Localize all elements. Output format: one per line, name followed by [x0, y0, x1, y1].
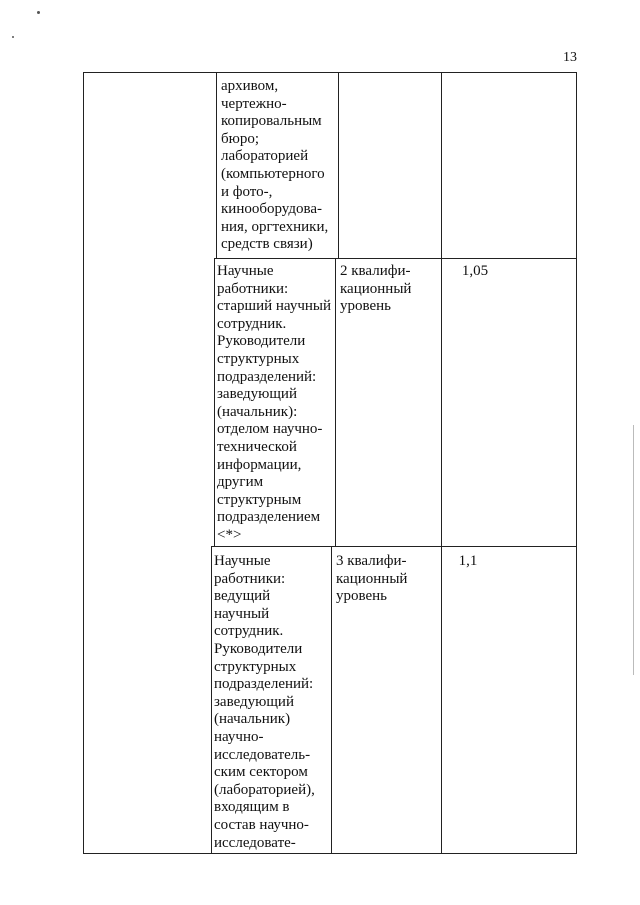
scan-speck	[12, 36, 14, 38]
table-cell-level: 2 квалифи- кационный уровень	[340, 263, 412, 315]
column-divider	[338, 72, 339, 259]
scan-edge-line	[633, 425, 634, 675]
table-cell-level: 3 квалифи- кационный уровень	[336, 553, 408, 605]
column-divider	[211, 546, 212, 854]
table-cell-position: архивом, чертежно- копировальным бюро; лабораторией (компьютерного и фото-, кинооборудова- ния, оргтехники, средств связи)	[221, 78, 329, 253]
column-divider	[331, 546, 332, 854]
table-right-border	[576, 72, 577, 854]
column-divider	[216, 72, 217, 259]
table-cell-coefficient: 1,1	[458, 553, 478, 569]
column-divider	[441, 72, 442, 854]
column-divider	[214, 258, 215, 547]
row-divider	[214, 258, 577, 259]
table-cell-position: Научные работники: старший научный сотрудник. Руководители структурных подразделений: заведующий (начальник): отделом научно- технической информации, другим структурным подразделением <*>	[217, 263, 332, 543]
table-cell-position: Научные работники: ведущий научный сотрудник. Руководители структурных подразделений: заведующий (начальник) научно- исследователь- ским сектором (лабораторией), входящим в состав научно- исследовате-	[214, 553, 315, 851]
page-number: 13	[563, 50, 577, 65]
table-left-border	[83, 72, 84, 854]
row-divider	[211, 546, 577, 547]
table-bottom-border	[83, 853, 577, 854]
table-top-border	[83, 72, 577, 73]
scan-speck	[37, 11, 40, 14]
table-cell-coefficient: 1,05	[461, 263, 489, 279]
column-divider	[335, 258, 336, 547]
